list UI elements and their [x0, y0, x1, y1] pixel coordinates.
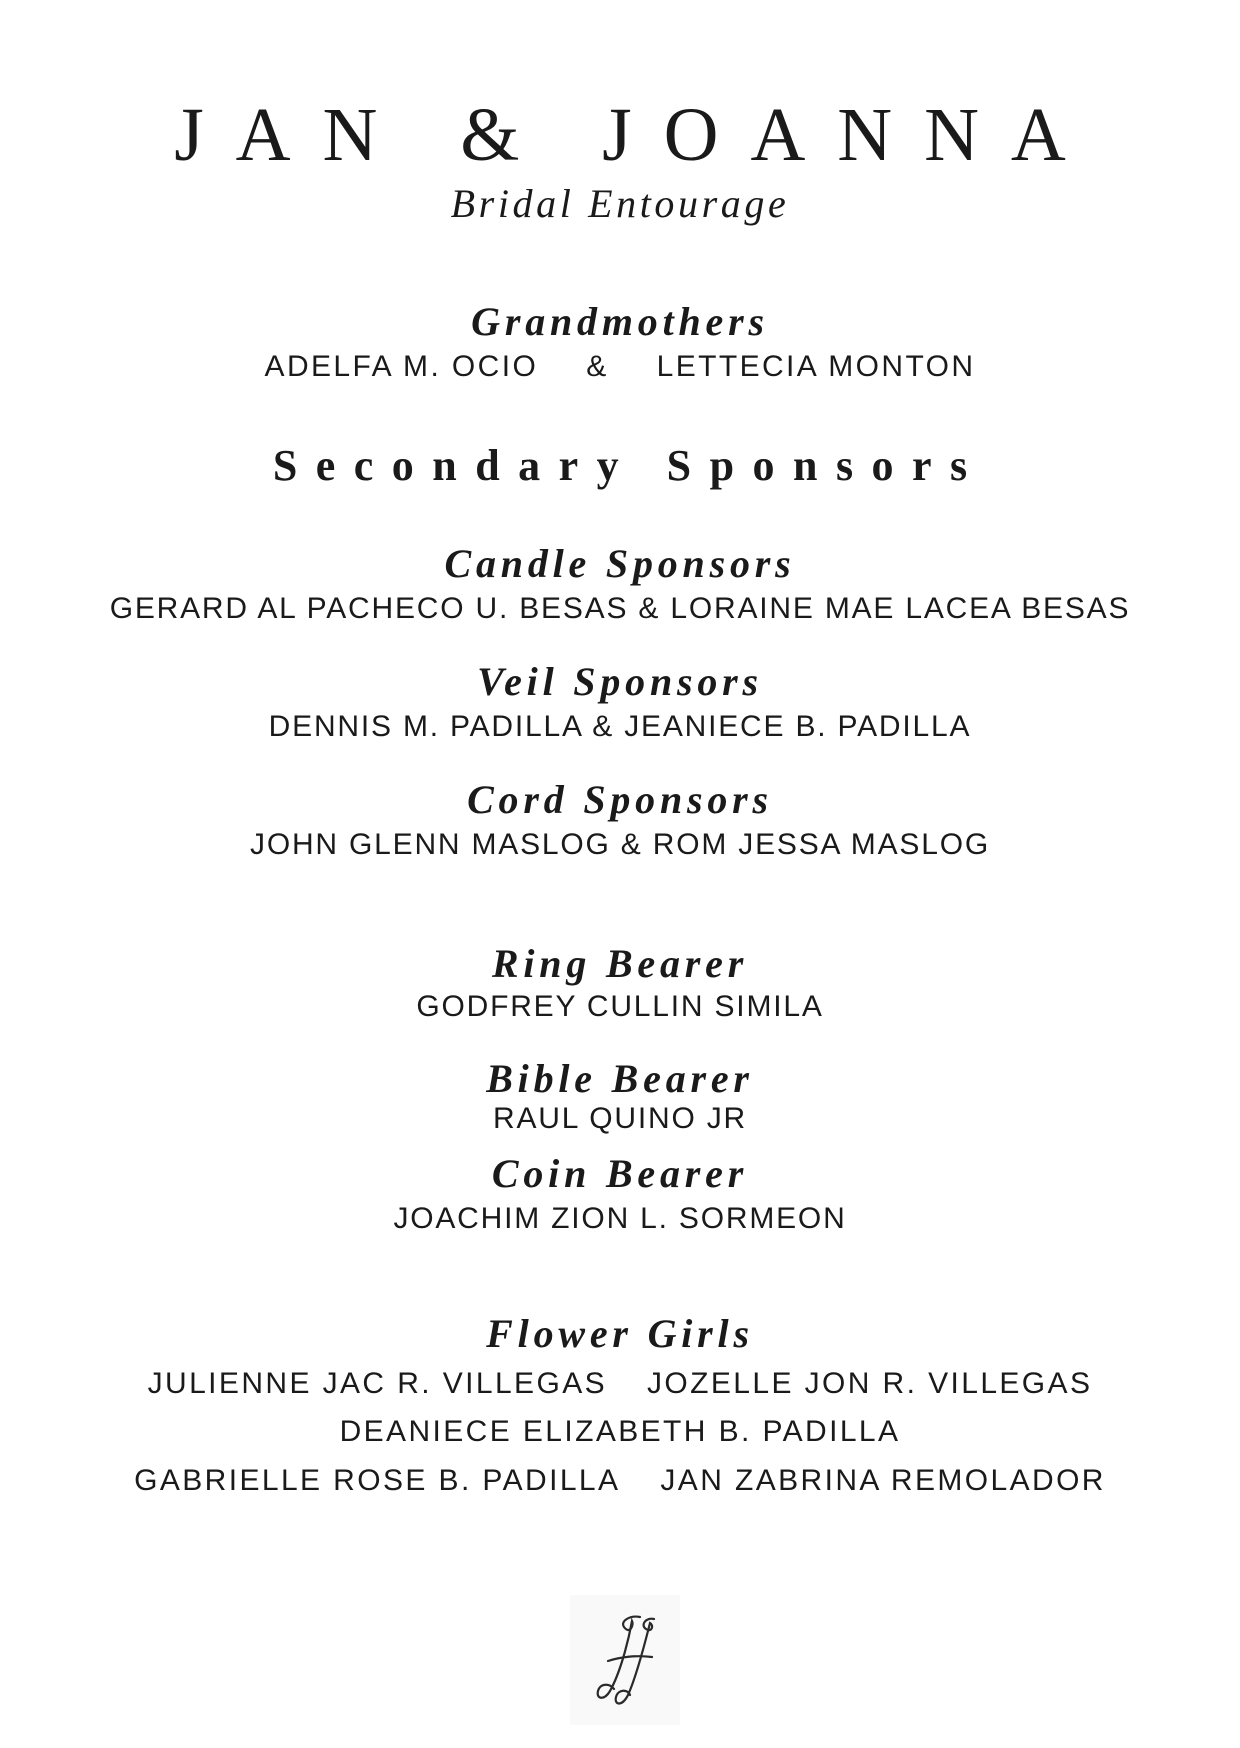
coin-bearer-name: JOACHIM ZION L. SORMEON	[393, 1202, 847, 1235]
flower-girls-row-1	[0, 1367, 1240, 1401]
secondary-sponsors-heading: Secondary Sponsors	[272, 441, 986, 490]
flower-girls-row-3	[0, 1464, 1240, 1498]
flower-girl-name: JULIENNE JAC R. VILLEGAS	[147, 1367, 608, 1400]
flower-girl-name: JOZELLE JON R. VILLEGAS	[647, 1367, 1093, 1400]
flower-girls-heading: Flower Girls	[486, 1311, 754, 1356]
cord-sponsors-names: JOHN GLENN MASLOG & ROM JESSA MASLOG	[250, 828, 990, 861]
flower-girl-name: JAN ZABRINA REMOLADOR	[660, 1464, 1106, 1497]
flower-girl-name: GABRIELLE ROSE B. PADILLA	[134, 1464, 621, 1497]
bible-bearer-heading: Bible Bearer	[486, 1056, 754, 1101]
bible-bearer-name: RAUL QUINO JR	[493, 1102, 747, 1135]
page-subtitle: Bridal Entourage	[450, 181, 790, 226]
grandmother-right: LETTECIA MONTON	[656, 350, 976, 383]
candle-sponsors-heading: Candle Sponsors	[444, 541, 796, 586]
coin-bearer-heading: Coin Bearer	[491, 1151, 749, 1196]
veil-sponsors-names: DENNIS M. PADILLA & JEANIECE B. PADILLA	[268, 710, 972, 743]
flower-girls-row-2	[0, 1415, 1240, 1449]
grandmothers-ampersand: &	[586, 350, 609, 383]
cord-sponsors-heading: Cord Sponsors	[467, 777, 773, 822]
grandmothers-heading: Grandmothers	[471, 299, 769, 344]
veil-sponsors-heading: Veil Sponsors	[477, 659, 763, 704]
candle-sponsors-names: GERARD AL PACHECO U. BESAS & LORAINE MAE LACEA BESAS	[109, 592, 1131, 625]
jj-monogram-icon	[570, 1595, 680, 1725]
grandmothers-names	[0, 350, 1240, 384]
couple-title: JAN & JOANNA	[174, 93, 1098, 177]
ring-bearer-name: GODFREY CULLIN SIMILA	[416, 990, 824, 1023]
flower-girl-name: DEANIECE ELIZABETH B. PADILLA	[339, 1415, 901, 1448]
ring-bearer-heading: Ring Bearer	[491, 941, 749, 986]
grandmother-left: ADELFA M. OCIO	[264, 350, 539, 383]
